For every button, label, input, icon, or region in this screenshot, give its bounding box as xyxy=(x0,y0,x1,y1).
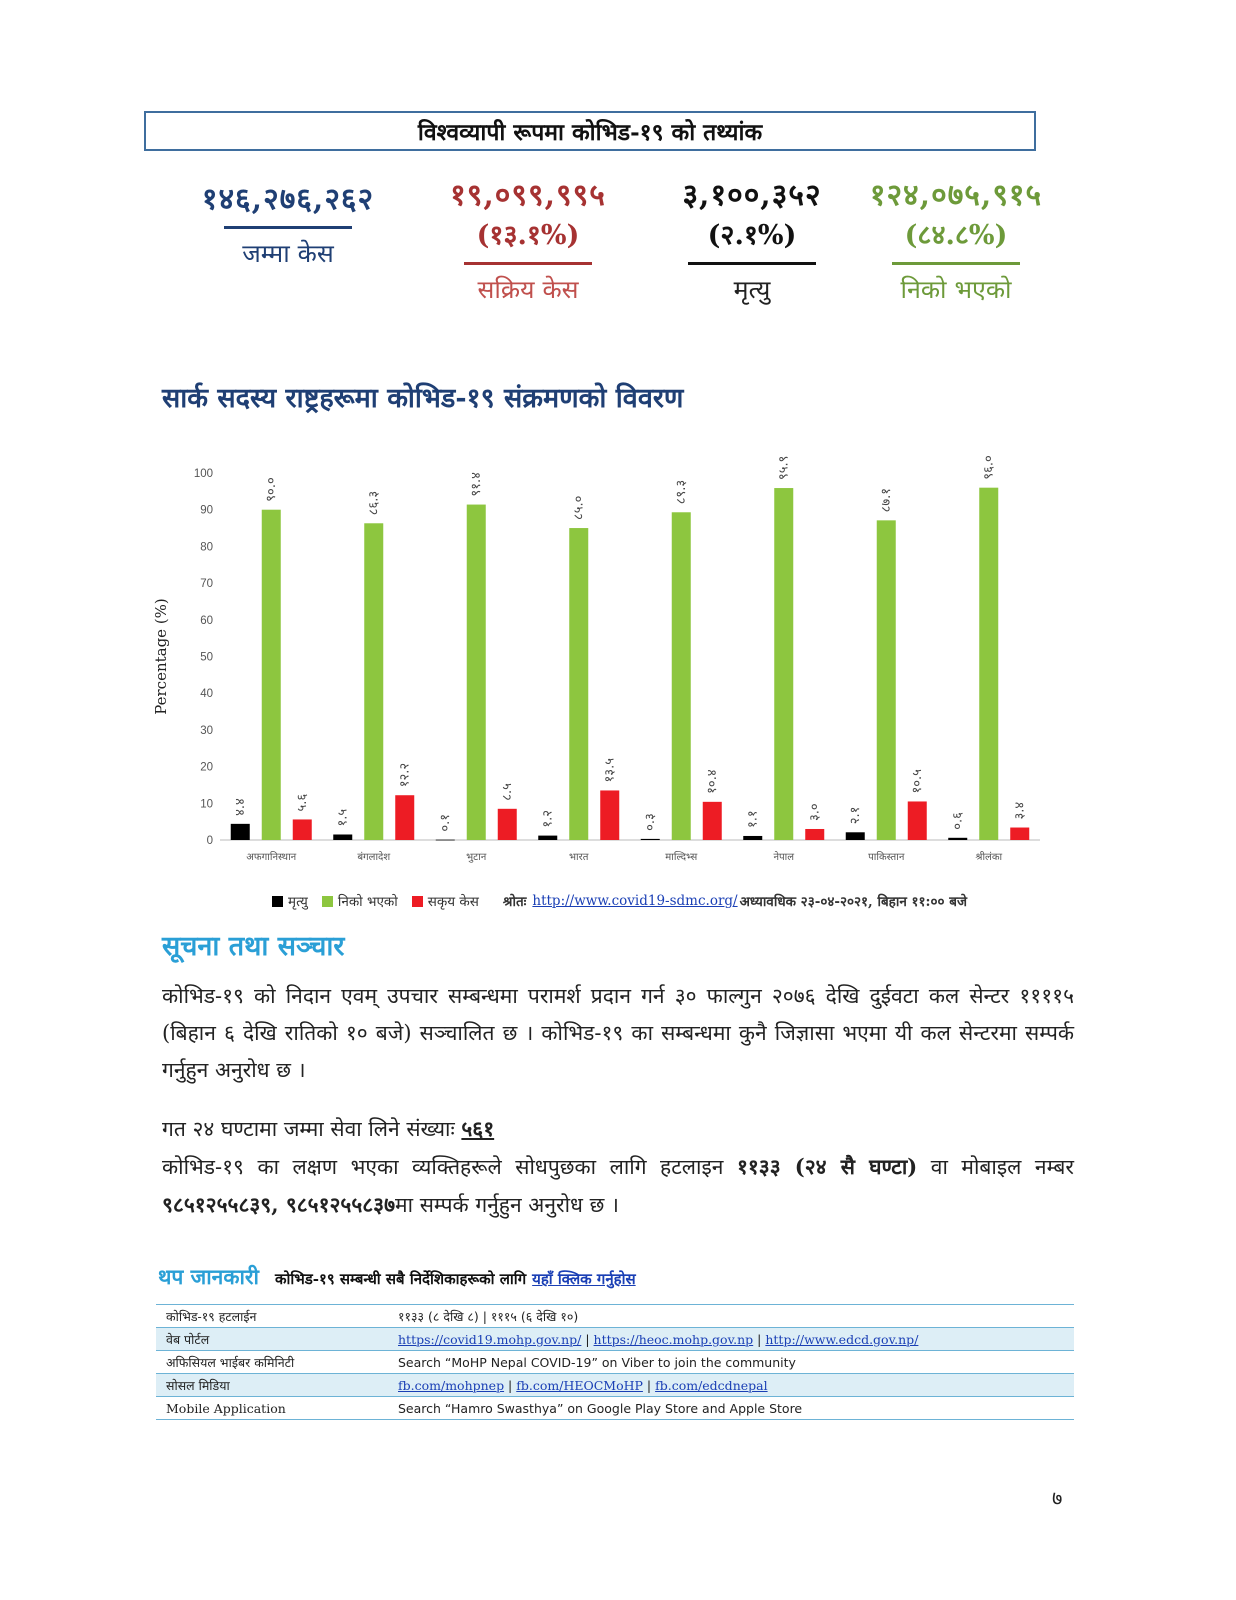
more-info xyxy=(158,1263,636,1291)
table-row xyxy=(156,1374,1074,1397)
bar xyxy=(703,802,722,840)
stat-value: १९,०९९,९९५ xyxy=(450,178,606,213)
category-label: नेपाल xyxy=(773,852,795,863)
hotline-number: ११३३ (२४ सै घण्टा) xyxy=(736,1154,918,1179)
bar xyxy=(293,819,312,840)
social-link-2[interactable]: fb.com/HEOCMoHP xyxy=(516,1377,643,1393)
service-count: ५६१ xyxy=(461,1116,495,1141)
bar xyxy=(364,523,383,840)
row-label: कोभिड-१९ हटलाईन xyxy=(156,1305,388,1328)
row-value: ११३३ (८ देखि ८) | १११५ (६ देखि १०) xyxy=(388,1305,1074,1328)
global-stats-banner xyxy=(144,111,1036,151)
data-label: ८५.० xyxy=(571,495,587,521)
bar xyxy=(600,790,619,840)
saarc-heading: सार्क सदस्य राष्ट्रहरूमा कोभिड-१९ संक्रमणको विवरण xyxy=(162,383,684,414)
bar xyxy=(262,510,281,840)
bar xyxy=(569,528,588,840)
y-tick-label: 60 xyxy=(200,614,213,627)
y-axis-label: Percentage (%) xyxy=(152,598,170,715)
stat-deaths xyxy=(644,176,860,307)
stat-percent: (२.१%) xyxy=(707,220,797,251)
row-label: सोसल मिडिया xyxy=(156,1374,388,1397)
y-tick-label: 30 xyxy=(200,724,213,737)
stat-active-cases xyxy=(420,176,636,307)
bar xyxy=(467,505,486,840)
social-link-1[interactable]: fb.com/mohpnep xyxy=(398,1377,505,1393)
category-label: भारत xyxy=(569,852,589,863)
category-label: भुटान xyxy=(466,852,487,863)
bar xyxy=(672,512,691,840)
data-label: १०.४ xyxy=(705,769,721,794)
service-paragraph xyxy=(162,1110,1074,1148)
row-value: Search “Hamro Swasthya” on Google Play Store and Apple Store xyxy=(388,1397,1074,1420)
bar xyxy=(231,824,250,840)
stat-label: मृत्यु xyxy=(733,275,771,304)
bar xyxy=(846,832,865,840)
y-tick-label: 70 xyxy=(200,578,213,591)
table-row xyxy=(156,1397,1074,1420)
y-tick-label: 10 xyxy=(200,798,213,811)
y-tick-label: 0 xyxy=(206,835,213,847)
stat-underline xyxy=(224,226,352,229)
web-portal-link-3[interactable]: http://www.edcd.gov.np/ xyxy=(765,1331,919,1347)
category-label: माल्दिभ्स xyxy=(665,852,698,863)
y-tick-label: 90 xyxy=(200,504,213,517)
stat-label: जम्मा केस xyxy=(242,239,334,268)
source-prefix: श्रोतः xyxy=(502,894,527,910)
row-label: अफिसियल भाईबर कमिनिटी xyxy=(156,1351,388,1374)
data-label: १३.५ xyxy=(602,758,618,783)
stat-value: १२४,०७५,९१५ xyxy=(869,178,1043,213)
data-label: ०.१ xyxy=(438,813,454,832)
info-heading: सूचना तथा सञ्चार xyxy=(162,931,345,962)
row-label: Mobile Application xyxy=(156,1397,388,1420)
bar xyxy=(908,801,927,840)
table-row xyxy=(156,1328,1074,1351)
hotline-text-2: वा मोबाइल नम्बर xyxy=(930,1155,1074,1179)
page-number: ७ xyxy=(1052,1486,1063,1510)
bar xyxy=(498,809,517,840)
stat-total-cases xyxy=(180,180,396,271)
data-label: १०.५ xyxy=(910,769,926,794)
category-label: अफगानिस्थान xyxy=(246,852,297,863)
legend-active: सकृय केस xyxy=(412,892,479,910)
row-value: https://covid19.mohp.gov.np/ | https://heoc.mohp.gov.np | http://www.edcd.gov.np/ xyxy=(388,1328,1074,1351)
social-link-3[interactable]: fb.com/edcdnepal xyxy=(655,1377,768,1393)
bar xyxy=(877,520,896,840)
data-label: ९०.० xyxy=(264,477,280,502)
data-label: ८७.१ xyxy=(879,487,895,513)
data-label: १.१ xyxy=(745,810,761,828)
stat-underline xyxy=(464,262,592,265)
source-link[interactable]: http://www.covid19-sdmc.org/ xyxy=(532,893,738,909)
stat-underline xyxy=(892,262,1020,265)
data-label: ८९.३ xyxy=(674,479,690,505)
data-label: ९५.९ xyxy=(776,455,792,481)
data-label: ९६.० xyxy=(981,455,997,480)
y-tick-label: 40 xyxy=(200,688,213,701)
contact-info-table xyxy=(156,1304,1074,1420)
service-text: गत २४ घण्टामा जम्मा सेवा लिने संख्याः xyxy=(162,1117,455,1141)
data-label: ३.४ xyxy=(1012,801,1028,820)
source-updated: अध्यावधिक २३-०४-२०२१, बिहान ११:०० बजे xyxy=(739,894,968,910)
data-label: ४.४ xyxy=(233,798,249,816)
hotline-text-3: मा सम्पर्क गर्नुहुन अनुरोध छ । xyxy=(395,1193,619,1217)
y-tick-label: 80 xyxy=(200,541,213,554)
data-label: ०.३ xyxy=(643,813,659,831)
data-label: १.२ xyxy=(540,809,556,828)
stat-label: सक्रिय केस xyxy=(477,275,579,304)
stat-label: निको भएको xyxy=(900,275,1012,304)
data-label: २.१ xyxy=(848,806,864,825)
row-label: वेब पोर्टल xyxy=(156,1328,388,1351)
data-label: ९१.४ xyxy=(469,472,485,497)
table-row xyxy=(156,1351,1074,1374)
data-label: १.५ xyxy=(335,808,351,827)
banner-title: विश्वव्यापी रूपमा कोभिड-१९ को तथ्यांक xyxy=(417,119,763,146)
row-value: Search “MoHP Nepal COVID-19” on Viber to join the community xyxy=(388,1351,1074,1374)
bar xyxy=(641,839,660,840)
bar xyxy=(774,488,793,840)
bar xyxy=(538,836,557,840)
web-portal-link-1[interactable]: https://covid19.mohp.gov.np/ xyxy=(398,1331,582,1347)
hotline-text: कोभिड-१९ का लक्षण भएका व्यक्तिहरूले सोधपुछका लागि हटलाइन xyxy=(162,1155,724,1179)
data-label: ०.६ xyxy=(950,812,966,830)
call-center-paragraph: कोभिड-१९ को निदान एवम् उपचार सम्बन्धमा परामर्श प्रदान गर्न ३० फाल्गुन २०७६ देखि दुईवटा कल सेन्टर ११११५ (बिहान ६ देखि रातिको १० बजे) सञ्चालित छ । कोभिड-१९ का सम्बन्धमा कुनै जिज्ञासा भएमा यी कल सेन्टरमा सम्पर्क गर्नुहुन अनुरोध छ । xyxy=(162,984,1074,1082)
hotline-paragraph xyxy=(162,1148,1074,1224)
stat-value: ३,१००,३५२ xyxy=(682,178,822,213)
data-label: ५.६ xyxy=(295,793,311,812)
guidelines-link[interactable]: यहाँ क्लिक गर्नुहोस xyxy=(532,1270,636,1288)
more-info-text: कोभिड-१९ सम्बन्धी सबै निर्देशिकाहरूको लागि xyxy=(274,1270,527,1288)
bar xyxy=(948,838,967,840)
stat-percent: (८४.८%) xyxy=(904,220,1008,251)
bar xyxy=(979,488,998,840)
legend-deaths: मृत्यु xyxy=(272,892,308,910)
y-tick-label: 100 xyxy=(193,468,213,480)
more-info-title: थप जानकारी xyxy=(158,1264,259,1289)
bar xyxy=(743,836,762,840)
category-label: बंगलादेश xyxy=(357,852,391,863)
y-tick-label: 50 xyxy=(200,651,213,664)
chart-legend xyxy=(272,892,1072,910)
row-value: fb.com/mohpnep | fb.com/HEOCMoHP | fb.com/edcdnepal xyxy=(388,1374,1074,1397)
stat-underline xyxy=(688,262,816,265)
category-label: श्रीलंका xyxy=(975,852,1003,863)
table-row xyxy=(156,1305,1074,1328)
bar xyxy=(1010,828,1029,840)
stat-recovered xyxy=(848,176,1064,307)
data-label: १२.२ xyxy=(397,762,413,788)
data-label: ८६.३ xyxy=(366,490,382,516)
category-label: पाकिस्तान xyxy=(868,852,905,863)
bar xyxy=(333,834,352,840)
stat-value: १४६,२७६,२६२ xyxy=(201,182,375,217)
bar xyxy=(436,840,455,841)
y-tick-label: 20 xyxy=(200,761,213,774)
data-label: ८.५ xyxy=(500,783,516,801)
web-portal-link-2[interactable]: https://heoc.mohp.gov.np xyxy=(593,1331,754,1347)
bar xyxy=(805,829,824,840)
mobile-numbers: ९८५१२५५८३९, ९८५१२५५८३७ xyxy=(162,1192,396,1217)
bar xyxy=(395,795,414,840)
stat-percent: (१३.१%) xyxy=(476,220,580,251)
legend-recovered: निको भएको xyxy=(322,892,398,910)
data-label: ३.० xyxy=(807,803,823,821)
saarc-bar-chart xyxy=(140,420,1060,880)
